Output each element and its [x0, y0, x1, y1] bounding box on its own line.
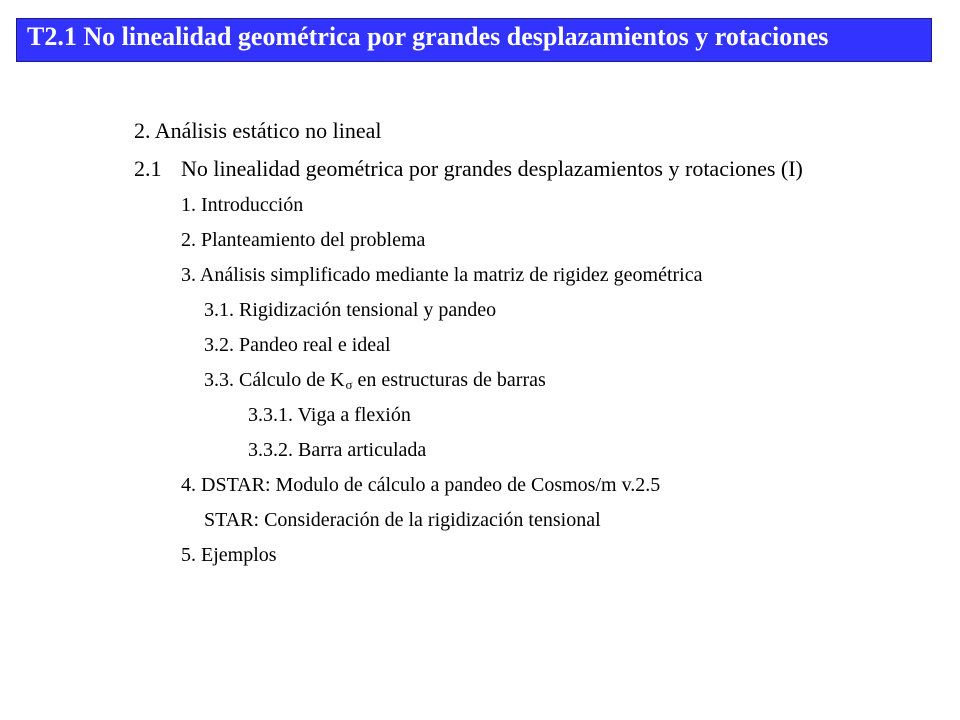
outline-item-4: 4. DSTAR: Modulo de cálculo a pandeo de Cosmos/m v.2.5 [181, 474, 661, 496]
outline-item-3-1: 3.1. Rigidización tensional y pandeo [204, 299, 497, 321]
outline-item-3-3-text: 3.3. Cálculo de K [204, 369, 345, 391]
section-title: No linealidad geométrica por grandes desplazamientos y rotaciones (I) [181, 156, 803, 181]
section-number: 2.1 [134, 156, 162, 181]
outline-item-3-3 [204, 369, 546, 393]
outline-item-3-3-2: 3.3.2. Barra articulada [248, 439, 427, 461]
outline-item-5: 5. Ejemplos [181, 544, 277, 566]
outline-item-3: 3. Análisis simplificado mediante la matriz de rigidez geométrica [181, 264, 703, 286]
chapter-heading: 2. Análisis estático no lineal [134, 118, 382, 143]
outline-item-4-star: STAR: Consideración de la rigidización tensional [204, 509, 601, 531]
outline-item-3-3-1: 3.3.1. Viga a flexión [248, 404, 411, 426]
outline-item-1: 1. Introducción [181, 194, 304, 216]
section-heading [134, 156, 803, 182]
outline-item-3-2: 3.2. Pandeo real e ideal [204, 334, 391, 356]
slide-title: T2.1 No linealidad geométrica por grandes desplazamientos y rotaciones [27, 22, 829, 51]
outline-item-3-3-tail: en estructuras de barras [352, 369, 546, 391]
sigma-subscript: σ [345, 377, 353, 392]
outline-item-2: 2. Planteamiento del problema [181, 229, 426, 251]
